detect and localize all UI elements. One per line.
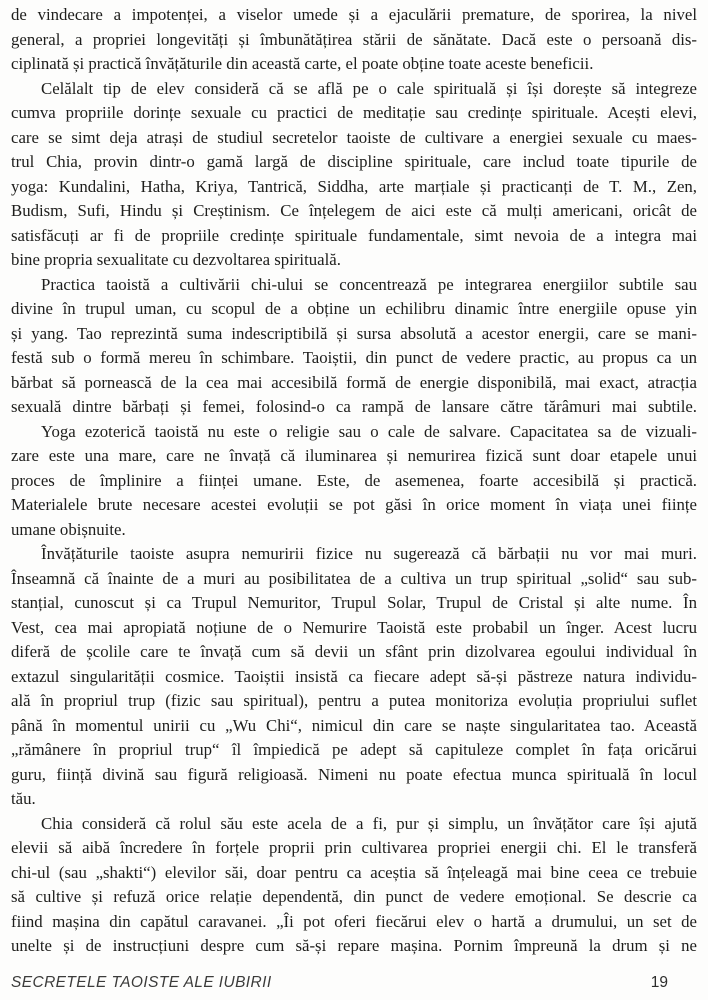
paragraph: [11, 77, 697, 273]
text-line: care se simt deja atrași de studiul secretelor taoiste de cultivare a energiei sexuale cu maes-: [11, 127, 697, 147]
paragraph: [11, 3, 697, 77]
text-line: Budism, Sufi, Hindu și Creștinism. Ce înțelegem de aici este că mulți americani, oricât de: [11, 201, 697, 220]
paragraph: [11, 420, 697, 543]
text-line: festă sub o formă mereu în schimbare. Taoiștii, din punct de vedere practic, au propus ca un: [11, 348, 697, 367]
text-line: bine propria sexualitate cu dezvoltarea spirituală.: [11, 250, 341, 269]
text-line: extazul singularității cosmice. Taoiștii insistă ca fiecare adept să-și păstreze natura individu-: [11, 666, 697, 686]
text-line: Materialele brute necesare acestei evoluții se pot găsi în orice moment în viața unei ființe: [11, 495, 697, 514]
text-line: satisfăcuți ar fi de propriile credințe spirituale fundamentale, simt nevoia de a integra mai: [11, 225, 697, 245]
text-line: umane obișnuite.: [11, 519, 126, 539]
text-line: Chia consideră că rolul său este acela de a fi, pur și simplu, un învățător care își ajută: [41, 813, 697, 833]
text-line: unelte și de instrucțiuni despre cum să-și repare mașina. Pornim împreună la drum și ne: [11, 936, 697, 955]
text-line: ciplinată și practică învățăturile din această carte, el poate obține toate aceste beneficii.: [11, 54, 594, 73]
text-line: diferă de școlile care te învață cum să devii un sfânt prin dizolvarea egoului individual în: [11, 642, 697, 661]
page-number: 19: [650, 974, 668, 991]
paragraph: [11, 812, 697, 959]
text-line: Practica taoistă a cultivării chi-ului se concentrează pe integrarea energiilor subtile sau: [41, 274, 697, 294]
paragraph: [11, 542, 697, 812]
text-line: tău.: [11, 789, 36, 808]
text-line: „rămânere în propriul trup“ îl împiedică pe adept să capituleze complet în fața oricărui: [11, 740, 697, 759]
text-line: guru, ființă divină sau figură religioasă. Nimeni nu poate efectua munca spirituală în locul: [11, 764, 697, 784]
text-line: yoga: Kundalini, Hatha, Kriya, Tantrică, Siddha, arte marțiale și practicanți de T. M., Zen,: [11, 176, 697, 196]
text-line: și yang. Tao reprezintă suma indescriptibilă și sursa absolută a acestor energii, care se mani-: [11, 323, 697, 343]
text-line: Înseamnă că înainte de a muri au posibilitatea de a cultiva un trup spiritual „solid“ sau sub-: [11, 568, 697, 588]
text-line: de vindecare a impotenței, a viselor umede și a ejaculării premature, de sporirea, la nivel: [11, 5, 697, 24]
running-footer-title: SECRETELE TAOISTE ALE IUBIRII: [11, 974, 272, 991]
text-line: stanțial, cunoscut și ca Trupul Nemuritor, Trupul Solar, Trupul de Cristal și alte nume. În: [11, 593, 697, 612]
text-line: chi-ul (sau „shakti“) elevilor săi, doar pentru ca aceștia să înțeleagă mai bine ceea ce trebuie: [11, 862, 697, 882]
paragraph: [11, 273, 697, 420]
text-line: elevii să aibă încredere în forțele proprii prin cultivarea propriei energii chi. El le transferă: [11, 838, 697, 857]
body-text: [11, 3, 697, 959]
text-line: general, a propriei longevități și îmbunătățirea stării de sănătate. Dacă este o persoană dis-: [11, 29, 697, 49]
text-line: sexuală dintre bărbați și femei, folosind-o ca rampă de lansare către tărâmuri mai subtile.: [11, 397, 697, 416]
text-line: Yoga ezoterică taoistă nu este o religie sau o cale de salvare. Capacitatea sa de vizuali-: [41, 421, 697, 441]
text-line: până în momentul unirii cu „Wu Chi“, nimicul din care se naște singularitatea tao. Această: [11, 715, 697, 735]
text-line: să cultive și refuză orice relație dependentă, din punct de vedere emoțional. Se descrie ca: [11, 887, 697, 906]
text-line: proces de împlinire a ființei umane. Este, de asemenea, foarte accesibilă și practică.: [11, 470, 697, 490]
text-line: ală în propriul trup (fizic sau spiritual), pentru a putea monitoriza evoluția propriului suflet: [11, 691, 697, 710]
text-line: fiind mașina din capătul caravanei. „Îi pot oferi fiecărui elev o hartă a drumului, un set de: [11, 911, 697, 931]
page-footer: [11, 974, 668, 992]
text-line: Celălalt tip de elev consideră că se află pe o cale spirituală și își dorește să integreze: [41, 78, 697, 98]
text-line: zare este una mare, care ne învață că iluminarea și nemurirea fizică sunt doar etapele unui: [11, 446, 697, 465]
text-line: cumva propriile dorințe sexuale cu practici de meditație sau credințe spirituale. Acești elevi,: [11, 103, 697, 122]
text-line: trul Chia, provin dintr-o gamă largă de discipline spirituale, care includ toate tipurile de: [11, 152, 697, 171]
text-line: divine în trupul uman, cu scopul de a obține un echilibru dinamic între energiile opuse yin: [11, 299, 697, 318]
text-line: bărbat să pornească de la cea mai accesibilă formă de energie disponibilă, mai exact, atracția: [11, 372, 697, 392]
text-line: Vest, cea mai apropiată noțiune de o Nemurire Taoistă este probabil un înger. Acest lucru: [11, 617, 697, 637]
text-line: Învățăturile taoiste asupra nemuririi fizice nu sugerează că bărbații nu vor mai muri.: [41, 544, 697, 563]
